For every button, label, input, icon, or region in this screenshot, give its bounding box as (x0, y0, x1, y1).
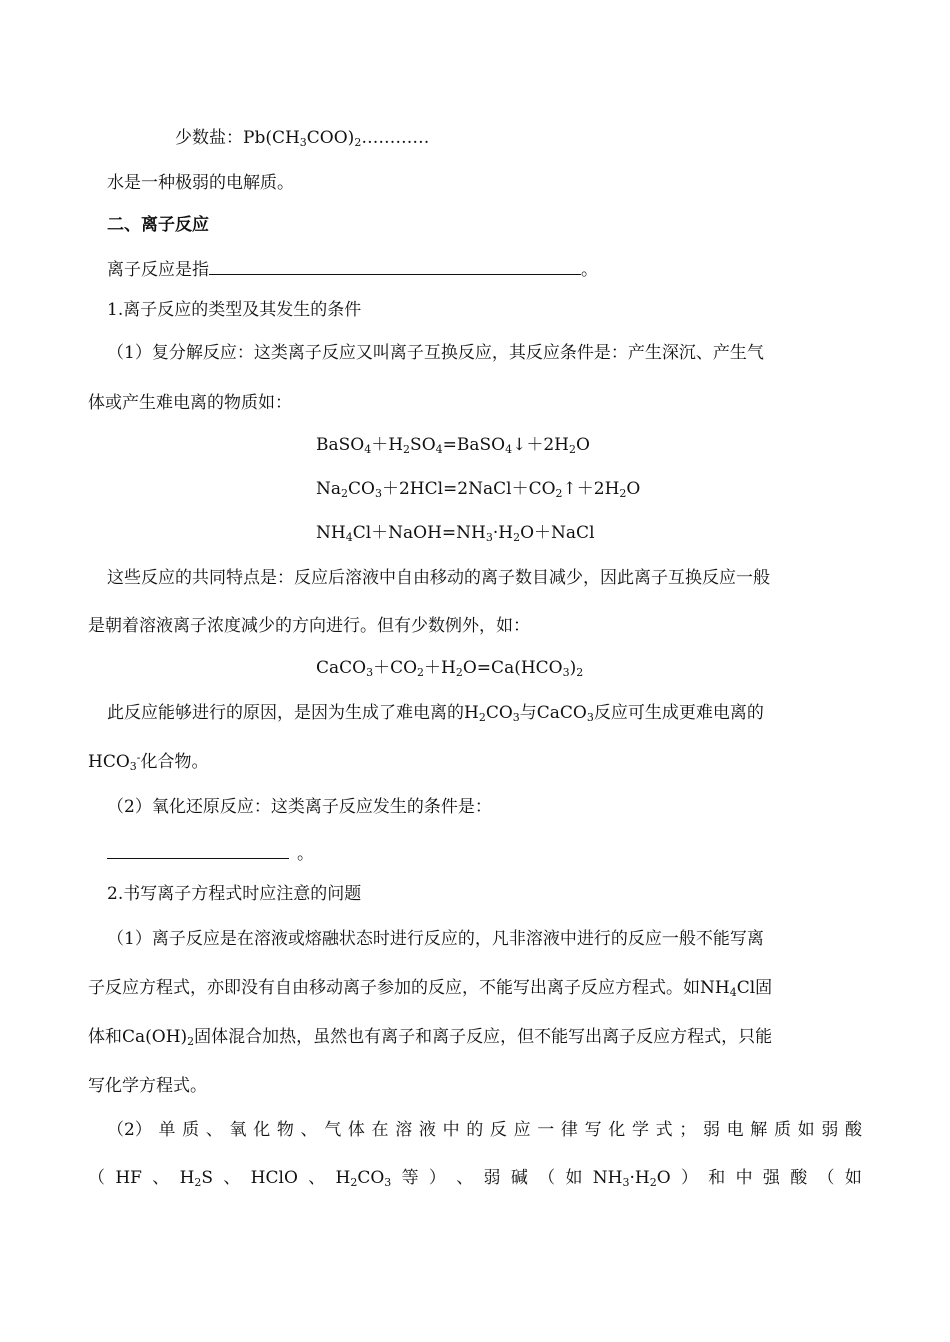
text-line: 此反应能够进行的原因，是因为生成了难电离的$H_2CO_3$与CaCO$_3$反应可生成更难电离的 (107, 703, 764, 724)
text-line: 少数盐：$Pb(CH_3COO)_2\dots\dots\dots\dots$ (175, 128, 430, 149)
text-line: 是朝着溶液离子浓度减少的方向进行。但有少数例外，如： (88, 616, 530, 636)
text-line: 写化学方程式。 (88, 1076, 207, 1096)
text-line: 水是一种极弱的电解质。 (107, 173, 294, 193)
fill-blank (107, 840, 289, 859)
section-heading: 二、离子反应 (107, 215, 209, 235)
text-line (107, 840, 314, 866)
text-span: 。 (581, 260, 598, 280)
text-line (107, 256, 598, 282)
text-span: 。 (297, 844, 314, 864)
subheading: 2.书写离子方程式时应注意的问题 (107, 884, 362, 904)
text-line: 这些反应的共同特点是：反应后溶液中自由移动的离子数目减少，因此离子互换反应一般 (107, 568, 770, 588)
equation: $BaSO_4+H_2SO_4=BaSO_4↓+2H_2O$ (316, 435, 590, 456)
text-line: （1）复分解反应：这类离子反应又叫离子互换反应，其反应条件是：产生深沉、产生气 (107, 343, 764, 363)
text-line: $HCO_3^-$化合物。 (88, 751, 209, 773)
text-line: 体或产生难电离的物质如： (88, 393, 292, 413)
text-line: （ HF 、 $H_2S$ 、 HClO 、 $H_2CO_3$ 等 ） 、 弱 碱 （ 如 $NH_3\cdot H_2O$ ） 和 中 强 酸 （ 如 (88, 1168, 862, 1189)
text-line: （1）离子反应是在溶液或熔融状态时进行反应的，凡非溶液中进行的反应一般不能写离 (107, 929, 764, 949)
equation: $CaCO_3+CO_2+H_2O=Ca(HCO_3)_2$ (316, 658, 584, 679)
subheading: 1.离子反应的类型及其发生的条件 (107, 300, 362, 320)
text-line: （2） 单 质 、 氧 化 物 、 气 体 在 溶 液 中 的 反 应 一 律 写 化 学 式 ； 弱 电 解 质 如 弱 酸 (107, 1120, 862, 1140)
fill-blank (209, 256, 581, 275)
text-span: 离子反应是指 (107, 260, 209, 280)
text-line: 子反应方程式，亦即没有自由移动离子参加的反应，不能写出离子反应方程式。如$NH_4Cl$固 (88, 978, 773, 999)
text-line: （2）氧化还原反应：这类离子反应发生的条件是： (107, 797, 492, 817)
equation: $NH_4Cl+NaOH=NH_3\cdot H_2O+NaCl$ (316, 523, 595, 544)
equation: $Na_2CO_3+2HCl=2NaCl+CO_2↑+2H_2O$ (316, 479, 641, 500)
text-line: 体和$Ca(OH)_2$固体混合加热，虽然也有离子和离子反应，但不能写出离子反应方程式，只能 (88, 1027, 773, 1048)
